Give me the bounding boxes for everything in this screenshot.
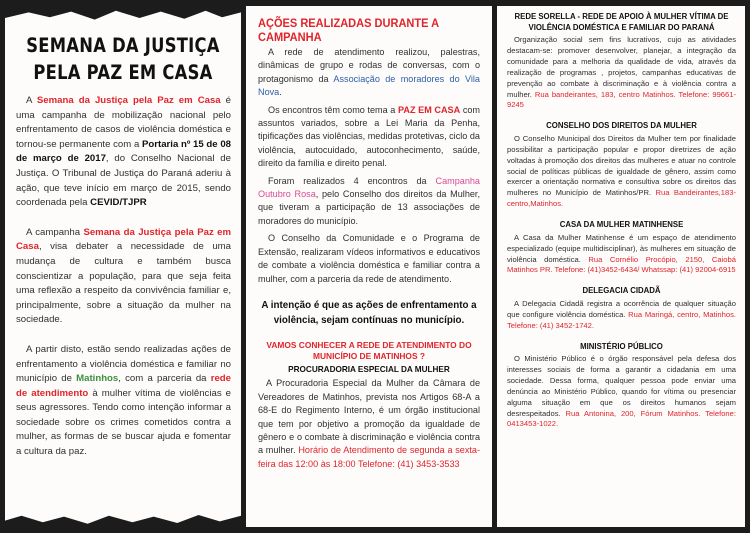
text: , pelo Conselho dos direitos da Mulher, que tiveram a participação de 13 associações de moradores do município. [258,189,480,226]
highlight-portaria: Portaria nº 15 de 08 de março de 2017 [16,138,231,165]
actions-heading: AÇÕES REALIZADAS DURANTE A CAMPANHA [258,16,439,44]
text: A rede de atendimento realizou, palestras, dinâmicas de grupo e rodas de conversas, com o protagonismo da [258,47,480,84]
casa-text [507,233,736,277]
campaign-paragraph [16,226,231,328]
conselho-title: CONSELHO DOS DIREITOS DA MULHER [546,121,697,131]
actions-p2 [258,104,480,171]
text: O Conselho Municipal dos Direitos da Mulher tem por finalidade possibilitar a participação popular e propor diretrizes de ação voltadas à promoção dos direitos das mulheres e atuar no controle social de políticas públicas de igualdade de gênero, assim como exercer a orientação normativa e consultiva sobre os direitos das mulheres no Município de Matinhos/PR. [507,133,736,198]
procuradoria-text [258,377,480,471]
title-line-1: SEMANA DA JUSTIÇA [26,34,220,57]
delegacia-text [507,299,736,332]
intro-paragraph [16,94,231,211]
procuradoria-contact: Horário de Atendimento de segunda a sexta-feira das 12:00 às 18:00 Telefone: (41) 3453-3533 [258,445,480,469]
text: é uma campanha de mobilização nacional pelo enfrentamento de casos de violência doméstica e tornou-se permanente com a [16,95,231,150]
section-casa [507,220,736,276]
highlight-outubro-rosa: Campanha Outubro Rosa [258,175,480,200]
procuradoria-title: PROCURADORIA ESPECIAL DA MULHER [288,364,450,374]
section-mp [507,342,736,431]
text: A Procuradoria Especial da Mulher da Câmara de Vereadores de Matinhos, prevista nos Artigos 68-A a 68-E do Regimento Interno, é um órgão institucional que tem por objetivo a promoção da igualdade de gênero e o combate à discriminação e violência contra a mulher. [258,378,480,456]
text: A campanha [26,226,84,238]
section-delegacia [507,286,736,331]
text: à mulher vítima de violências e seus agressores. Tendo como intenção informar a sociedade sobre os crimes cometidos contra a mulher, as formas de se buscar ajuda e fomentar a cultura da paz. [16,387,232,458]
text: , com a parceria da [118,373,211,385]
highlight-paz-em-casa: PAZ EM CASA [398,104,461,115]
delegacia-title: DELEGACIA CIDADÃ [582,286,661,296]
actions-p3 [258,175,480,229]
delegacia-contact: Rua Maringá, centro, Matinhos. Telefone: (41) 3452-1742. [507,309,736,330]
casa-title: CASA DA MULHER MATINHENSE [559,220,684,230]
mp-text [507,354,736,430]
actions-paragraph [16,343,231,460]
text: Os encontros têm como tema a [268,104,398,115]
text: O Ministério Público é o órgão responsável pela defesa dos interesses sociais de forma a garantir a cidadania em uma sociedade. Dessa forma, qualquer pessoa pode enviar uma denúncia ao Ministério Público, quando for vítima ou presenciar alguma situação em que os direitos humanos sejam desrespeitados. [507,354,736,418]
section-conselho [507,121,736,210]
brush-stroke-bottom [5,511,241,527]
section-sorella [507,12,736,111]
sorella-title: REDE SORELLA - REDE DE APOIO À MULHER VÍTIMA DE VIOLÊNCIA DOMÉSTICA E FAMILIAR DO PARANÁ [514,12,729,32]
text: Organização social sem fins lucrativos, cujo as atividades destacam-se: promover desenvolver, planejar, a integração da comunidade para a melhoria da qualidade de vida, através da realização de programas , projetos, campanhas educativas de prevenção ao combate à discriminação e à violência contra a mulher. [507,35,736,99]
text: A [26,95,37,106]
actions-p4: O Conselho da Comunidade e o Programa de Extensão, realizaram vídeos informativos e educativos de combate a violência doméstica e familiar contra a mulher, com a parceria da rede de atendimento. [258,233,480,284]
highlight-rede: rede de atendimento [16,373,231,399]
panel-left [5,6,241,527]
text: A Casa da Mulher Matinhense é um espaço de atendimento especializado (equipe multidisciplinar), às mulheres em situação de violência doméstica. [507,232,736,264]
text: A Delegacia Cidadã registra a ocorrência de qualquer situação que configure violência doméstica. [507,298,736,319]
highlight-campaign: Semana da Justiça pela Paz em Casa [16,226,231,253]
text: , do Conselho Nacional de Justiça. O Tribunal de Justiça do Paraná aderiu à ação, que teve início em março de 2015, sendo coordenada pela [16,153,231,209]
brochure-title [5,32,241,86]
casa-contact: Rua Cornélio Procópio, 2150, Caiobá Matinhos PR. Telefone: (41)3452-6434/ Whatssap: (41) 92004-6915 [507,254,736,275]
panel-middle [246,6,492,527]
panel-right [497,6,745,527]
text: A partir disto, estão sendo realizadas ações de enfrentamento a violência doméstica e familiar no município de [16,343,231,385]
highlight-matinhos: Matinhos [76,373,119,385]
title-line-2: PELA PAZ EM CASA [33,61,213,84]
mp-title: MINISTÉRIO PÚBLICO [580,341,663,351]
intent-statement: A intenção é que as ações de enfrentamento a violência, sejam contínuas no município. [261,299,477,326]
text: Foram realizados 4 encontros da [268,175,436,186]
brush-stroke-top [5,6,241,22]
text: . [279,87,282,98]
sorella-contact: Rua bandeirantes, 183, centro Matinhos. Telefone: 99661-9245 [507,89,736,110]
mp-contact: Rua Antonina, 200, Fórum Matinhos. Telefone: 0413453-1022. [507,408,736,429]
text: com assuntos variados, sobre a Lei Maria da Penha, tipificações das violências, medidas protetivas, ciclo da violência, autocuidado, autoconhecimento, saúde, direito da família e direito penal. [258,104,480,169]
text: , visa debater a necessidade de uma mudança de cultura e também busca conscientizar a população, para que seja feita uma reflexão a respeito da convivência familiar e, principalmente, sobre a situação da mulher na sociedade. [16,241,231,326]
highlight-cevid: CEVID/TJPR [90,197,147,209]
rede-heading: VAMOS CONHECER A REDE DE ATENDIMENTO DO MUNICÍPIO DE MATINHOS ? [266,339,472,361]
highlight-campaign: Semana da Justiça pela Paz em Casa [36,95,221,106]
conselho-contact: Rua Bandeirantes,183-centro,Matinhos. [507,188,736,209]
actions-p1 [258,46,480,100]
highlight-associacao: Associação de moradores do Vila Nova [258,73,480,98]
conselho-text [507,134,736,210]
sorella-text [507,35,736,111]
